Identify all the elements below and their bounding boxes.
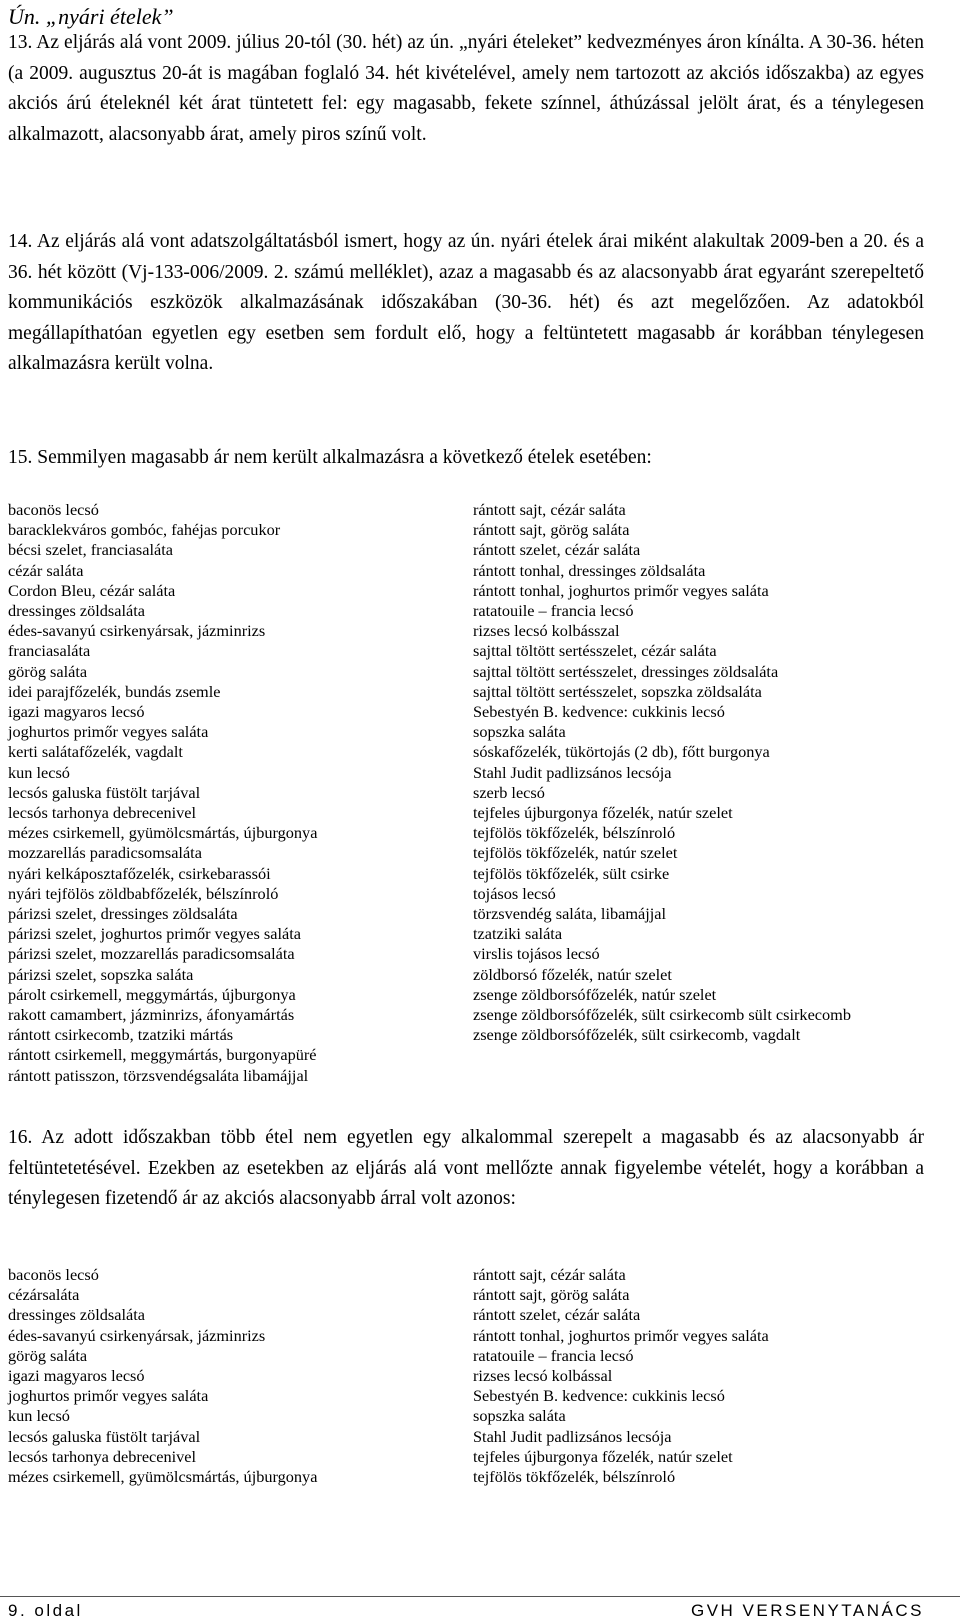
list-15-left bbox=[8, 500, 448, 1086]
list-item: párizsi szelet, joghurtos primőr vegyes saláta bbox=[8, 924, 301, 944]
list-item: rántott szelet, cézár saláta bbox=[473, 540, 641, 560]
list-item: igazi magyaros lecsó bbox=[8, 702, 145, 722]
list-item: Sebestyén B. kedvence: cukkinis lecsó bbox=[473, 1386, 725, 1406]
list-15-right bbox=[473, 500, 897, 1045]
list-item: rántott sajt, cézár saláta bbox=[473, 1265, 626, 1284]
list-item: cézár saláta bbox=[8, 560, 84, 580]
list-item: édes-savanyú csirkenyársak, jázminrizs bbox=[8, 1325, 266, 1345]
list-item: tojásos lecsó bbox=[473, 883, 556, 903]
list-item: tejfölös tökfőzelék, sült csirke bbox=[473, 863, 670, 883]
list-item: kun lecsó bbox=[8, 1406, 70, 1426]
list-item: tejfölös tökfőzelék, natúr szelet bbox=[473, 843, 678, 863]
list-item: rántott sajt, cézár saláta bbox=[473, 500, 626, 519]
list-item: párizsi szelet, sopszka saláta bbox=[8, 964, 194, 984]
list-item: tejfölös tökfőzelék, bélszínroló bbox=[473, 1467, 676, 1487]
list-item: párolt csirkemell, meggymártás, újburgonya bbox=[8, 984, 296, 1004]
list-item: mézes csirkemell, gyümölcsmártás, újburgonya bbox=[8, 823, 318, 843]
list-item: párizsi szelet, mozzarellás paradicsomsaláta bbox=[8, 944, 295, 964]
list-item: Sebestyén B. kedvence: cukkinis lecsó bbox=[473, 702, 725, 722]
list-item: joghurtos primőr vegyes saláta bbox=[8, 1386, 209, 1406]
list-item: sopszka saláta bbox=[473, 1406, 566, 1426]
list-item: rántott sajt, görög saláta bbox=[473, 520, 630, 540]
footer-divider bbox=[0, 1596, 960, 1597]
list-item: tejfeles újburgonya főzelék, natúr szelet bbox=[473, 803, 733, 823]
list-item: nyári tejfölös zöldbabfőzelék, bélszínroló bbox=[8, 883, 279, 903]
list-item: zsenge zöldborsófőzelék, natúr szelet bbox=[473, 984, 717, 1004]
list-item: zsenge zöldborsófőzelék, sült csirkecomb, vagdalt bbox=[473, 1025, 801, 1045]
list-item: zsenge zöldborsófőzelék, sült csirkecomb sült csirkecomb bbox=[473, 1005, 851, 1025]
list-item: tejfeles újburgonya főzelék, natúr szelet bbox=[473, 1446, 733, 1466]
list-item: joghurtos primőr vegyes saláta bbox=[8, 722, 209, 742]
list-item: görög saláta bbox=[8, 661, 88, 681]
list-item: virslis tojásos lecsó bbox=[473, 944, 600, 964]
list-item: tejfölös tökfőzelék, bélszínroló bbox=[473, 823, 676, 843]
paragraph-15: 15. Semmilyen magasabb ár nem került alkalmazásra a következő ételek esetében: bbox=[8, 447, 652, 468]
list-item: baracklekváros gombóc, fahéjas porcukor bbox=[8, 520, 281, 540]
list-item: lecsós tarhonya debrecenivel bbox=[8, 1446, 197, 1466]
list-item: dressinges zöldsaláta bbox=[8, 1305, 145, 1325]
list-item: rántott tonhal, joghurtos primőr vegyes saláta bbox=[473, 1325, 769, 1345]
list-item: kun lecsó bbox=[8, 762, 70, 782]
list-item: rántott csirkemell, meggymártás, burgonyapüré bbox=[8, 1045, 317, 1065]
paragraph-13: 13. Az eljárás alá vont 2009. július 20-tól (30. hét) az ún. „nyári ételeket” kedvezményes áron kínálta. A 30-36. héten (a 2009. augusztus 20-át is magában foglaló 34. hét kivételével, amely nem tartozott az akciós időszakba) az egyes akciós árú ételeknél két árat tüntetett fel: egy magasabb, fekete színnel, áthúzással jelölt árat, és a ténylegesen alkalmazott, alacsonyabb árat, amely piros színű volt. bbox=[8, 32, 924, 145]
paragraph-14: 14. Az eljárás alá vont adatszolgáltatásból ismert, hogy az ún. nyári ételek árai miként alakultak 2009-ben a 20. és a 36. hét között (Vj-133-006/2009. 2. számú melléklet), azaz a magasabb és az alacsonyabb árat egyaránt szerepeltető kommunikációs eszközök alkalmazásának időszakában (30-36. hét) és azt megelőzően. Az adatokból megállapíthatóan egyetlen egy esetben sem fordult elő, hogy a feltüntetett magasabb ár korábban ténylegesen alkalmazásra került volna. bbox=[8, 231, 924, 374]
page-header-title: Ún. „nyári ételek” bbox=[8, 4, 174, 29]
list-item: mézes csirkemell, gyümölcsmártás, újburgonya bbox=[8, 1467, 318, 1487]
list-item: franciasaláta bbox=[8, 641, 91, 661]
list-item: rizses lecsó kolbásszal bbox=[473, 621, 620, 641]
list-item: rizses lecsó kolbással bbox=[473, 1366, 613, 1386]
list-item: törzsvendég saláta, libamájjal bbox=[473, 904, 667, 924]
paragraph-16: 16. Az adott időszakban több étel nem egyetlen egy alkalommal szerepelt a magasabb és az alacsonyabb ár feltüntetetésével. Ezekben az esetekben az eljárás alá vont mellőzte annak figyelembe vételét, hogy a korábban a ténylegesen fizetendő ár az akciós alacsonyabb árral volt azonos: bbox=[8, 1127, 924, 1209]
list-item: kerti salátafőzelék, vagdalt bbox=[8, 742, 183, 762]
list-16-right bbox=[473, 1265, 897, 1487]
list-item: rántott szelet, cézár saláta bbox=[473, 1305, 641, 1325]
list-item: rakott camambert, jázminrizs, áfonyamártás bbox=[8, 1005, 295, 1025]
list-item: rántott csirkecomb, tzatziki mártás bbox=[8, 1025, 234, 1045]
list-item: sopszka saláta bbox=[473, 722, 566, 742]
list-item: párizsi szelet, dressinges zöldsaláta bbox=[8, 904, 238, 924]
list-item: rántott tonhal, dressinges zöldsaláta bbox=[473, 560, 706, 580]
list-item: görög saláta bbox=[8, 1345, 88, 1365]
list-item: ratatouile – francia lecsó bbox=[473, 601, 634, 621]
list-item: rántott patisszon, törzsvendégsaláta libamájjal bbox=[8, 1065, 309, 1085]
list-item: tzatziki saláta bbox=[473, 924, 563, 944]
list-item: dressinges zöldsaláta bbox=[8, 601, 145, 621]
footer-page-number: 9. oldal bbox=[8, 1601, 83, 1620]
list-item: baconös lecsó bbox=[8, 500, 99, 519]
list-item: sajttal töltött sertésszelet, sopszka zöldsaláta bbox=[473, 681, 762, 701]
list-item: nyári kelkáposztafőzelék, csirkebarassói bbox=[8, 863, 271, 883]
list-item: szerb lecsó bbox=[473, 782, 545, 802]
list-item: édes-savanyú csirkenyársak, jázminrizs bbox=[8, 621, 266, 641]
list-item: rántott tonhal, joghurtos primőr vegyes saláta bbox=[473, 580, 769, 600]
list-item: mozzarellás paradicsomsaláta bbox=[8, 843, 202, 863]
list-item: Stahl Judit padlizsános lecsója bbox=[473, 762, 672, 782]
list-item: rántott sajt, görög saláta bbox=[473, 1285, 630, 1305]
list-item: igazi magyaros lecsó bbox=[8, 1366, 145, 1386]
list-item: bécsi szelet, franciasaláta bbox=[8, 540, 173, 560]
list-item: cézársaláta bbox=[8, 1285, 80, 1305]
list-item: Stahl Judit padlizsános lecsója bbox=[473, 1426, 672, 1446]
list-item: sajttal töltött sertésszelet, dressinges zöldsaláta bbox=[473, 661, 779, 681]
list-16-left bbox=[8, 1265, 448, 1487]
list-item: lecsós tarhonya debrecenivel bbox=[8, 803, 197, 823]
list-item: baconös lecsó bbox=[8, 1265, 99, 1284]
list-item: sóskafőzelék, tükörtojás (2 db), főtt burgonya bbox=[473, 742, 770, 762]
list-item: lecsós galuska füstölt tarjával bbox=[8, 1426, 201, 1446]
footer-organization: GVH VERSENYTANÁCS bbox=[690, 1601, 924, 1620]
list-item: lecsós galuska füstölt tarjával bbox=[8, 782, 201, 802]
list-item: Cordon Bleu, cézár saláta bbox=[8, 580, 176, 600]
list-item: zöldborsó főzelék, natúr szelet bbox=[473, 964, 672, 984]
list-item: sajttal töltött sertésszelet, cézár saláta bbox=[473, 641, 717, 661]
list-item: idei parajfőzelék, bundás zsemle bbox=[8, 681, 221, 701]
list-item: ratatouile – francia lecsó bbox=[473, 1345, 634, 1365]
